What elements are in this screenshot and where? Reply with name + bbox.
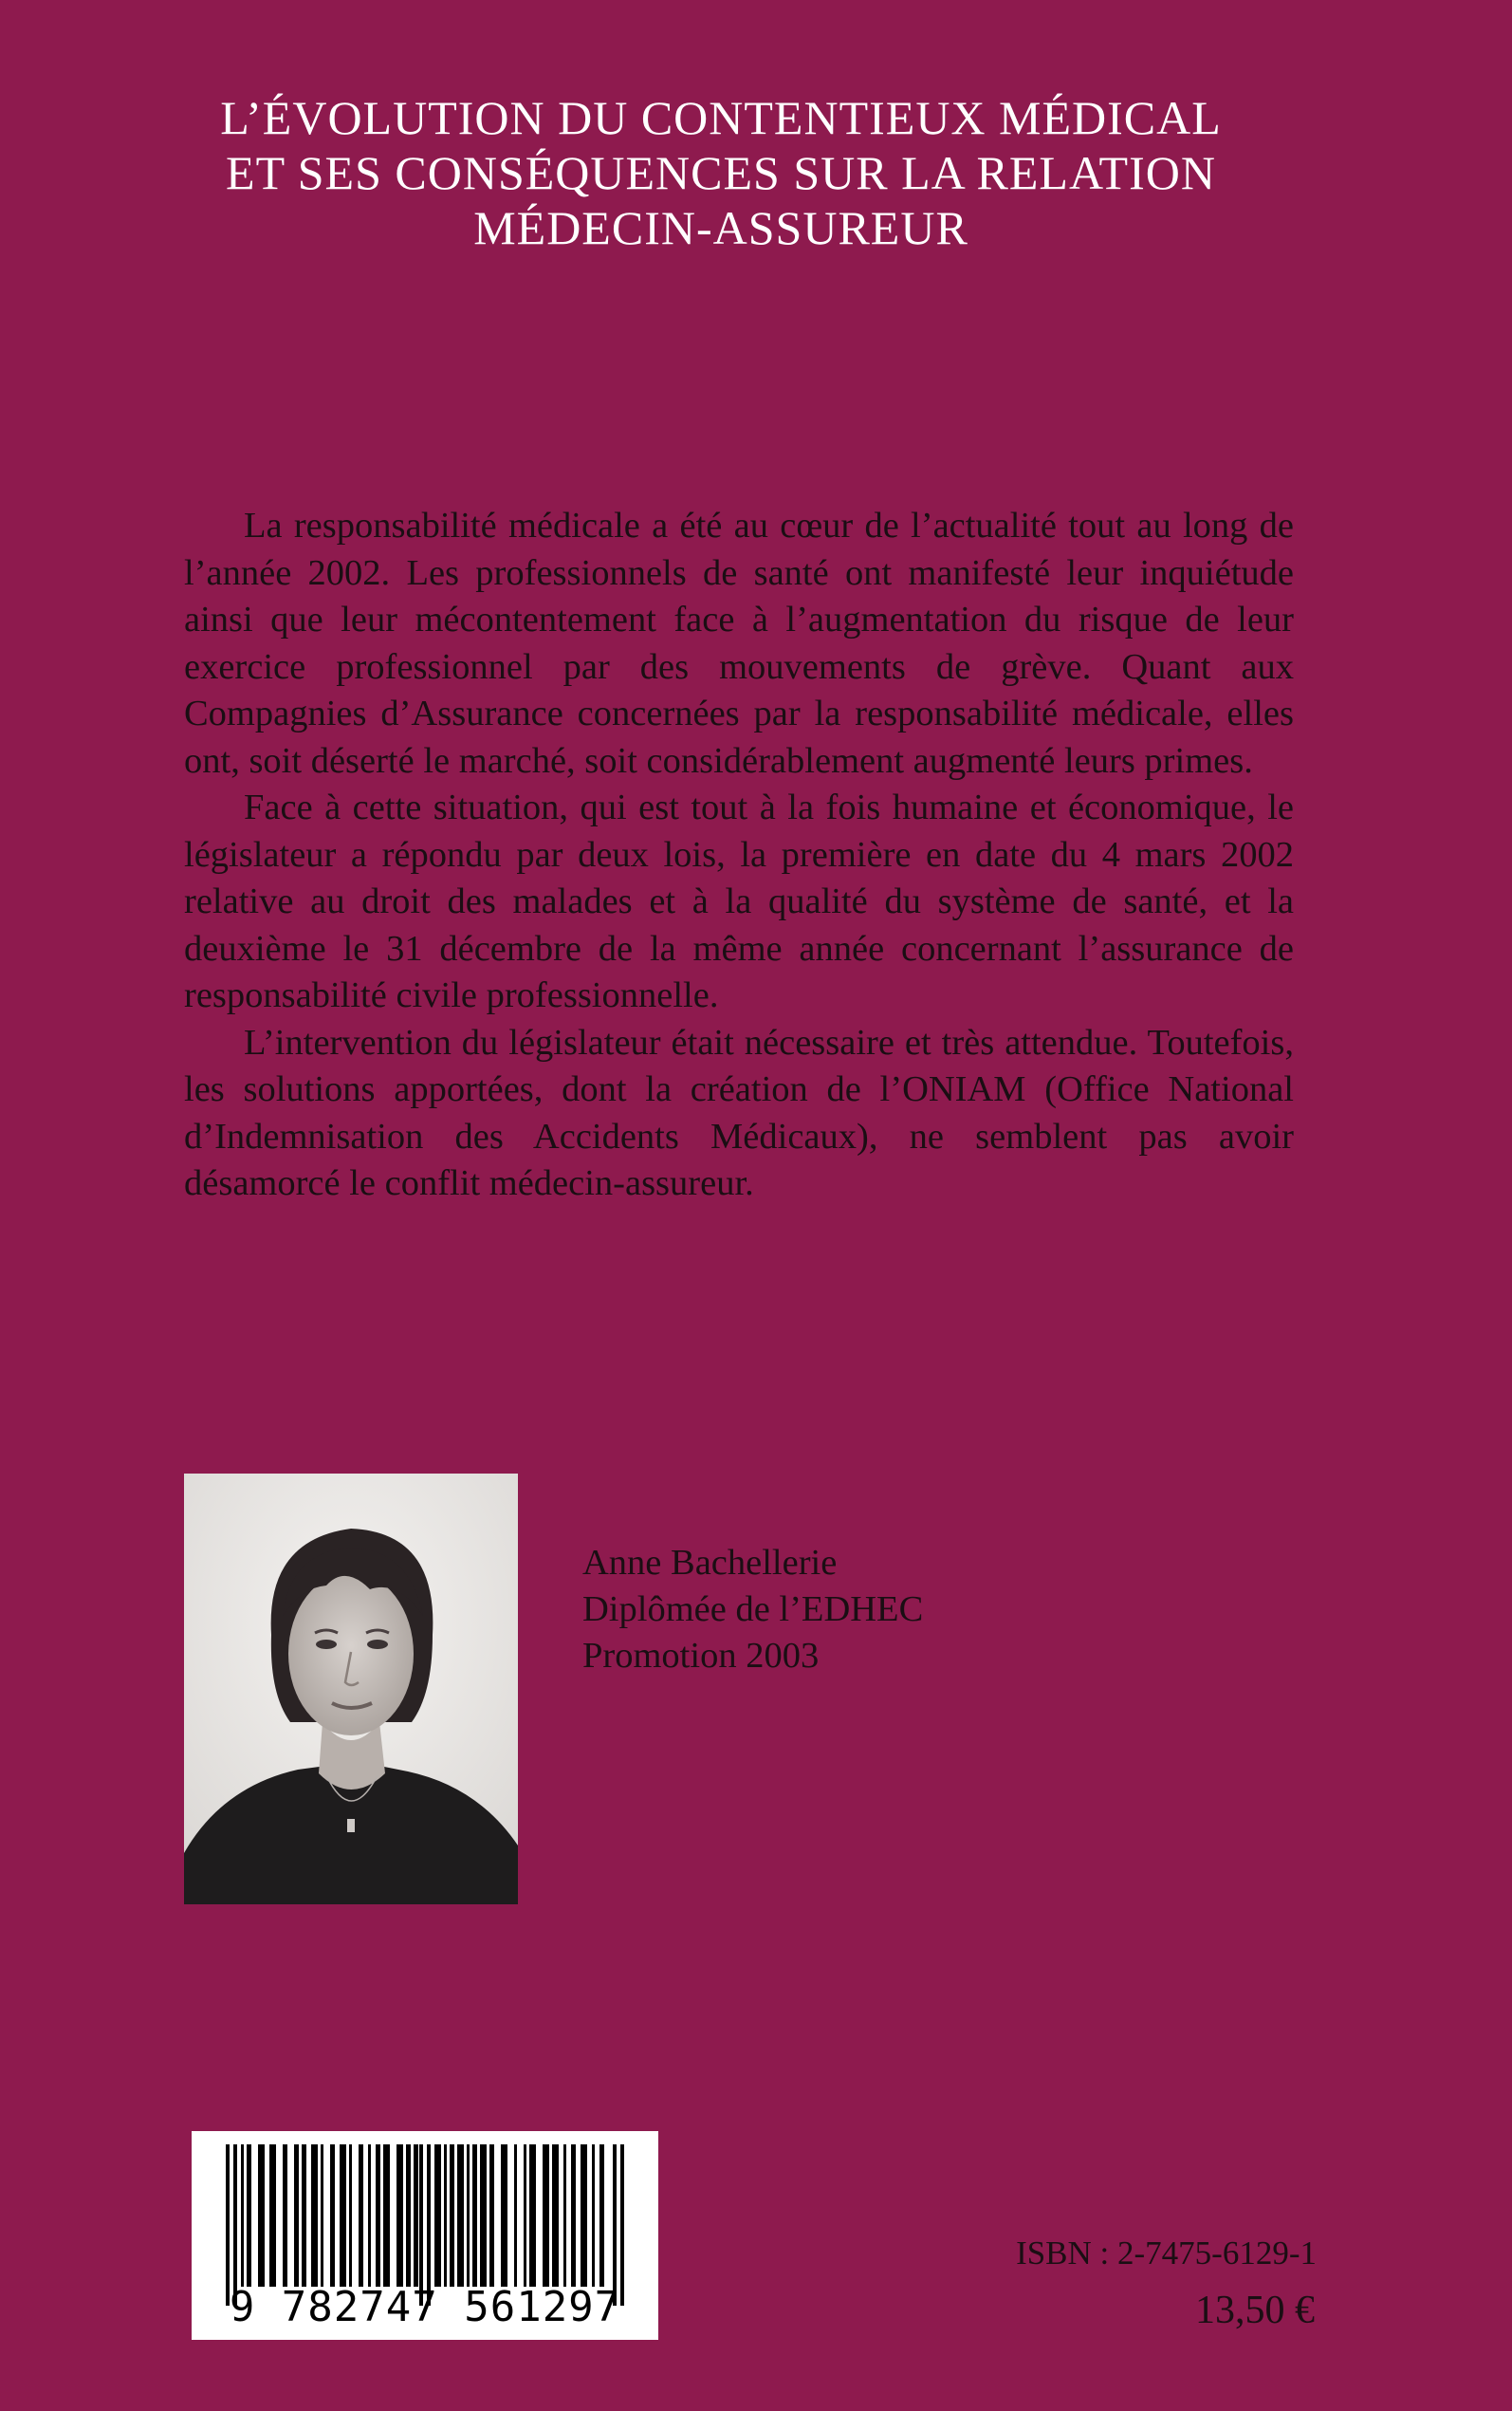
barcode-bar (467, 2144, 470, 2287)
barcode-bar (514, 2144, 517, 2287)
blurb-text (184, 503, 1294, 1208)
barcode-bar (376, 2144, 380, 2287)
barcode-bar (414, 2144, 418, 2287)
barcode-bar (524, 2144, 526, 2287)
barcode-bar (552, 2144, 559, 2287)
author-info (582, 1540, 923, 1679)
barcode-bar (581, 2144, 587, 2287)
barcode-bar (269, 2144, 276, 2287)
author-promotion: Promotion 2003 (582, 1636, 820, 1676)
author-name: Anne Bachellerie (582, 1543, 838, 1583)
barcode-bar (321, 2144, 323, 2287)
barcode-bar (302, 2144, 306, 2287)
barcode-bar (613, 2144, 617, 2306)
barcode-bar (501, 2144, 507, 2287)
title-line-3: MÉDECIN-ASSUREUR (473, 201, 968, 254)
barcode-bar (368, 2144, 371, 2287)
barcode-bar (472, 2144, 477, 2287)
barcode-bar (396, 2144, 403, 2287)
book-title (142, 90, 1300, 255)
barcode-bar (406, 2144, 411, 2287)
barcode-digits: 9 782747 561297 (229, 2283, 621, 2331)
barcode-bar (419, 2144, 423, 2306)
barcode-bar (427, 2144, 431, 2306)
barcode (192, 2131, 658, 2340)
barcode-bar (383, 2144, 390, 2287)
barcode-bar (311, 2144, 318, 2287)
barcode-bar (599, 2144, 604, 2287)
barcode-bar (450, 2144, 454, 2287)
barcode-bar (349, 2144, 352, 2287)
blurb-paragraph-2: Face à cette situation, qui est tout à la fois humaine et économique, le législateur a répondu par deux lois, la première en date du 4 mars 2002 relative au droit des malades et à la qualité du système de santé, et la deuxième le 31 décembre de la même année concernant l’assurance de responsabilité civile professionnelle. (184, 788, 1294, 1015)
barcode-bar (247, 2144, 251, 2287)
barcode-bar (226, 2144, 230, 2306)
barcode-bar (330, 2144, 335, 2287)
barcode-bar (258, 2144, 265, 2287)
barcode-bar (359, 2144, 363, 2287)
barcode-bar (241, 2144, 244, 2287)
barcode-bar (444, 2144, 447, 2287)
isbn: ISBN : 2-7475-6129-1 (1016, 2235, 1317, 2272)
barcode-bar (340, 2144, 346, 2287)
barcode-bar (480, 2144, 487, 2287)
barcode-bar (529, 2144, 536, 2287)
barcode-bar (592, 2144, 595, 2287)
title-line-2: ET SES CONSÉQUENCES SUR LA RELATION (226, 146, 1216, 199)
barcode-bar (620, 2144, 624, 2306)
author-photo (184, 1474, 518, 1904)
title-line-1: L’ÉVOLUTION DU CONTENTIEUX MÉDICAL (220, 91, 1222, 144)
barcode-bar (283, 2144, 287, 2287)
barcode-bar (434, 2144, 441, 2287)
author-degree: Diplômée de l’EDHEC (582, 1589, 924, 1629)
price: 13,50 € (1195, 2289, 1315, 2332)
barcode-bar (233, 2144, 237, 2306)
blurb-paragraph-3: L’intervention du législateur était nécessaire et très attendue. Toutefois, les solutions apportées, dont la création de l’ONIAM (Office National d’Indemnisation des Accidents Médicaux), ne semblent pas avoir désamorcé le conflit médecin-assureur. (184, 1022, 1294, 1203)
barcode-bar (294, 2144, 299, 2287)
blurb-paragraph-1: La responsabilité médicale a été au cœur de l’actualité tout au long de l’année 2002. Les professionnels de santé ont manifesté leur inquiétude ainsi que leur mécontentement face à l’augmentation du risque de leur exercice professionnel par des mouvements de grève. Quant aux Compagnies d’Assurance concernées par la responsabilité médicale, elles ont, soit déserté le marché, soit considérablement augmenté leurs primes. (184, 506, 1294, 781)
barcode-bar (543, 2144, 549, 2287)
barcode-bar (571, 2144, 576, 2287)
barcode-bar (563, 2144, 566, 2287)
barcode-bar (457, 2144, 464, 2287)
barcode-bar (489, 2144, 494, 2287)
